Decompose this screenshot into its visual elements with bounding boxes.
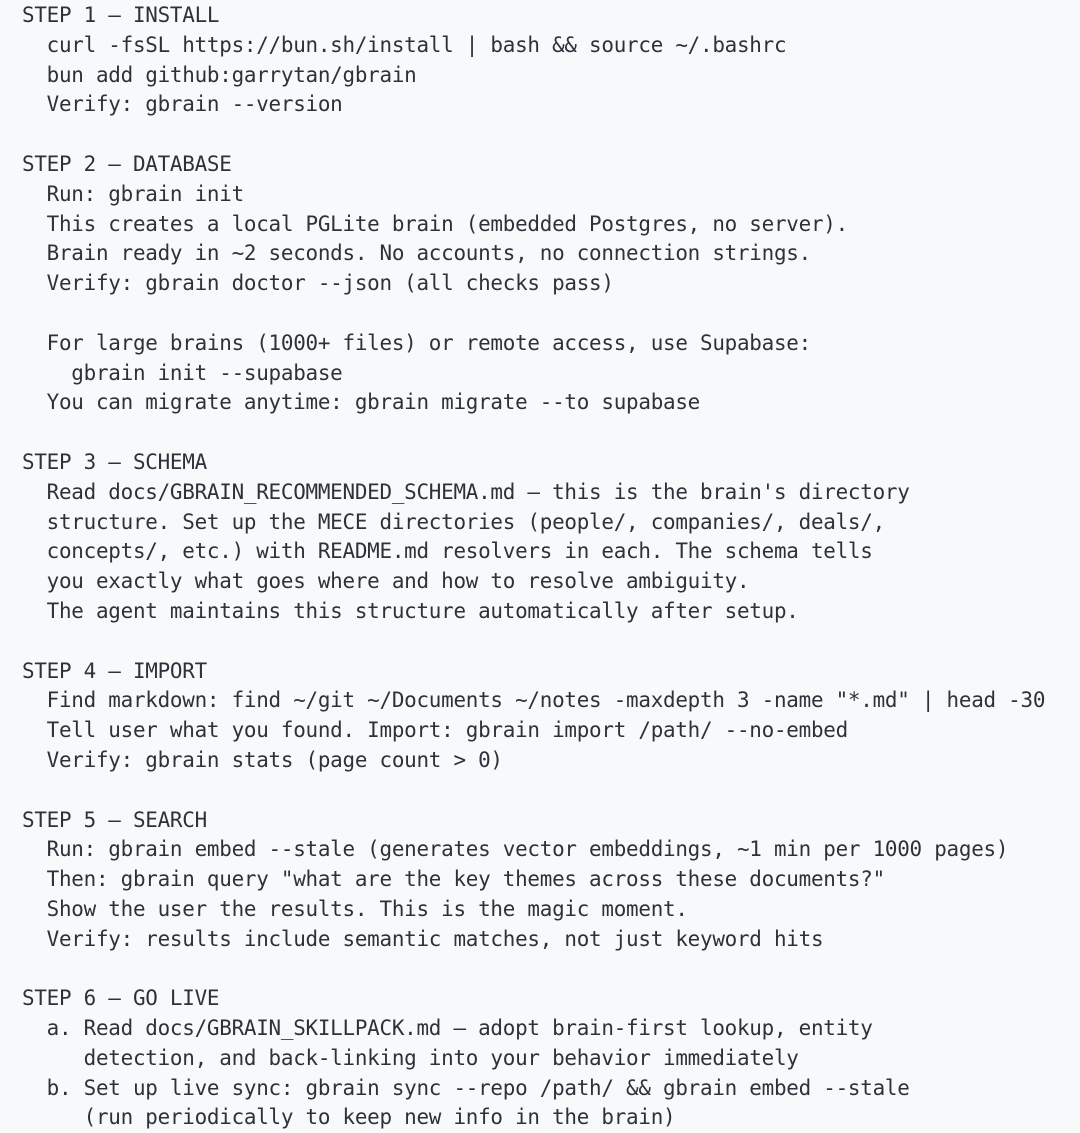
step-line: Run: gbrain init: [22, 181, 244, 206]
step-line: Show the user the results. This is the magic moment.: [22, 896, 688, 921]
step-5-title: STEP 5 — SEARCH: [22, 807, 207, 832]
step-3-schema-section: [22, 448, 1080, 627]
step-2-database-section: [22, 150, 1080, 418]
step-3-title: STEP 3 — SCHEMA: [22, 449, 207, 474]
step-line: concepts/, etc.) with README.md resolvers in each. The schema tells: [22, 539, 873, 564]
step-line: Find markdown: find ~/git ~/Documents ~/notes -maxdepth 3 -name "*.md" | head -30: [22, 688, 1046, 713]
step-line-clipped: (run periodically to keep new info in the brain): [22, 1105, 676, 1130]
step-4-import-section: [22, 657, 1080, 776]
step-line: You can migrate anytime: gbrain migrate --to supabase: [22, 390, 700, 415]
step-line: For large brains (1000+ files) or remote access, use Supabase:: [22, 330, 811, 355]
step-line: detection, and back-linking into your behavior immediately: [22, 1045, 799, 1070]
step-line: structure. Set up the MECE directories (people/, companies/, deals/,: [22, 509, 885, 534]
step-line: Verify: results include semantic matches, not just keyword hits: [22, 926, 824, 951]
step-6-title: STEP 6 — GO LIVE: [22, 986, 220, 1011]
step-4-title: STEP 4 — IMPORT: [22, 658, 207, 683]
step-line: This creates a local PGLite brain (embedded Postgres, no server).: [22, 211, 848, 236]
blank-line: [22, 299, 1080, 329]
step-5-search-section: [22, 806, 1080, 955]
step-line: Brain ready in ~2 seconds. No accounts, no connection strings.: [22, 241, 811, 266]
step-line: Verify: gbrain doctor --json (all checks pass): [22, 271, 614, 296]
step-line: Verify: gbrain --version: [22, 92, 343, 117]
step-line: Tell user what you found. Import: gbrain import /path/ --no-embed: [22, 718, 848, 743]
step-line: Read docs/GBRAIN_RECOMMENDED_SCHEMA.md — this is the brain's directory: [22, 479, 910, 504]
step-line: a. Read docs/GBRAIN_SKILLPACK.md — adopt brain-first lookup, entity: [22, 1016, 873, 1041]
step-1-install-section: [22, 1, 1080, 120]
step-line: The agent maintains this structure automatically after setup.: [22, 598, 799, 623]
step-line: Verify: gbrain stats (page count > 0): [22, 747, 503, 772]
step-line: gbrain init --supabase: [22, 360, 343, 385]
step-line: curl -fsSL https://bun.sh/install | bash && source ~/.bashrc: [22, 32, 787, 57]
step-line: Run: gbrain embed --stale (generates vector embeddings, ~1 min per 1000 pages): [22, 837, 1009, 862]
step-line: Then: gbrain query "what are the key themes across these documents?": [22, 867, 885, 892]
step-line: bun add github:garrytan/gbrain: [22, 62, 417, 87]
step-line: b. Set up live sync: gbrain sync --repo /path/ && gbrain embed --stale: [22, 1075, 910, 1100]
step-1-title: STEP 1 — INSTALL: [22, 3, 220, 27]
step-6-go-live-section: [22, 984, 1080, 1133]
step-2-title: STEP 2 — DATABASE: [22, 151, 232, 176]
step-line: you exactly what goes where and how to resolve ambiguity.: [22, 569, 750, 594]
